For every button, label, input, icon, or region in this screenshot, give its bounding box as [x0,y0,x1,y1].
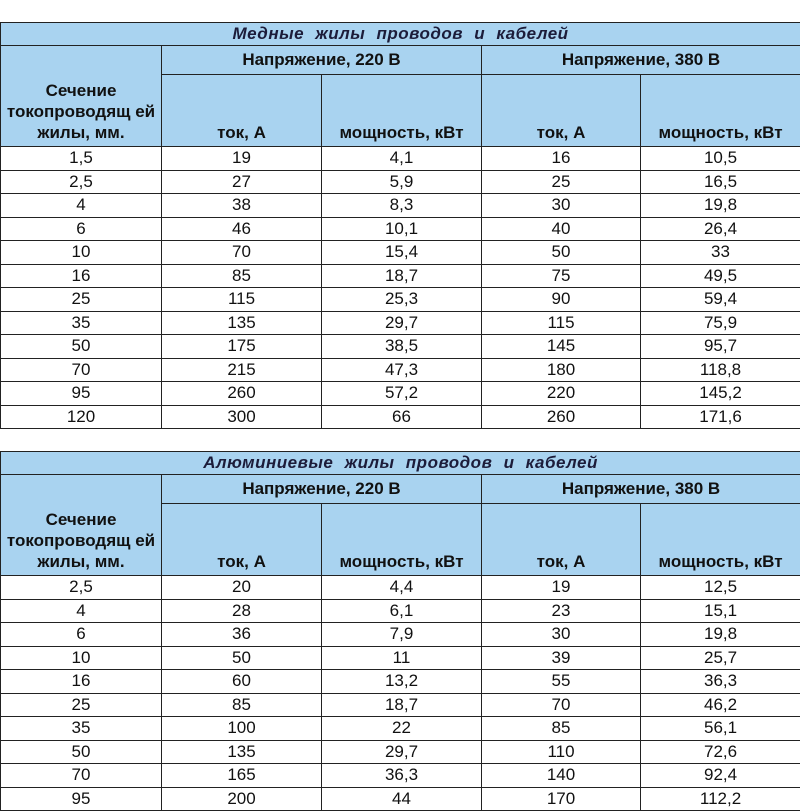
power-380-cell: 145,2 [641,382,800,406]
power-220-cell: 22 [322,717,482,741]
table-row [1,646,800,670]
power-220-cell: 38,5 [322,335,482,359]
table-title: Медные жилы проводов и кабелей [1,23,800,46]
table-row [1,288,800,312]
table-row [1,358,800,382]
current-380-cell: 260 [482,405,641,429]
table-row [1,670,800,694]
table-row [1,717,800,741]
section-cell: 95 [1,382,162,406]
power-380-cell: 19,8 [641,194,800,218]
copper-cable-table [0,22,800,429]
current-220-cell: 175 [162,335,322,359]
section-cell: 10 [1,646,162,670]
section-header: Сечение токопроводящ ей жилы, мм. [1,46,162,147]
section-cell: 6 [1,217,162,241]
current-380-cell: 30 [482,194,641,218]
power-220-cell: 15,4 [322,241,482,265]
table-row [1,740,800,764]
power-header: мощность, кВт [641,504,800,576]
section-header: Сечение токопроводящ ей жилы, мм. [1,475,162,576]
power-220-cell: 36,3 [322,764,482,788]
current-380-cell: 145 [482,335,641,359]
section-cell: 35 [1,717,162,741]
table-row [1,217,800,241]
current-380-cell: 85 [482,717,641,741]
current-380-cell: 140 [482,764,641,788]
section-cell: 95 [1,787,162,811]
table-row [1,576,800,600]
table-row [1,147,800,171]
voltage-380-header: Напряжение, 380 В [482,475,800,504]
current-220-cell: 85 [162,693,322,717]
current-220-cell: 165 [162,764,322,788]
power-220-cell: 7,9 [322,623,482,647]
power-380-cell: 75,9 [641,311,800,335]
current-380-cell: 39 [482,646,641,670]
table-row [1,170,800,194]
current-220-cell: 38 [162,194,322,218]
power-220-cell: 44 [322,787,482,811]
power-220-cell: 13,2 [322,670,482,694]
current-220-cell: 36 [162,623,322,647]
current-220-cell: 20 [162,576,322,600]
section-cell: 35 [1,311,162,335]
current-380-cell: 50 [482,241,641,265]
current-380-cell: 70 [482,693,641,717]
aluminum-cable-table [0,451,800,811]
power-header: мощность, кВт [322,504,482,576]
current-380-cell: 220 [482,382,641,406]
power-380-cell: 26,4 [641,217,800,241]
power-380-cell: 56,1 [641,717,800,741]
section-cell: 70 [1,358,162,382]
table-row [1,264,800,288]
copper-table-body [1,147,800,429]
power-380-cell: 19,8 [641,623,800,647]
power-220-cell: 47,3 [322,358,482,382]
power-220-cell: 29,7 [322,311,482,335]
power-header: мощность, кВт [322,75,482,147]
power-380-cell: 15,1 [641,599,800,623]
power-380-cell: 59,4 [641,288,800,312]
power-220-cell: 25,3 [322,288,482,312]
power-380-cell: 46,2 [641,693,800,717]
current-header: ток, А [162,75,322,147]
power-380-cell: 95,7 [641,335,800,359]
power-380-cell: 112,2 [641,787,800,811]
section-cell: 4 [1,194,162,218]
current-220-cell: 135 [162,311,322,335]
table-row [1,693,800,717]
table-row [1,311,800,335]
voltage-220-header: Напряжение, 220 В [162,475,482,504]
current-220-cell: 50 [162,646,322,670]
current-220-cell: 215 [162,358,322,382]
current-380-cell: 75 [482,264,641,288]
power-220-cell: 6,1 [322,599,482,623]
table-row [1,335,800,359]
current-220-cell: 135 [162,740,322,764]
power-220-cell: 4,1 [322,147,482,171]
current-220-cell: 85 [162,264,322,288]
power-220-cell: 4,4 [322,576,482,600]
current-380-cell: 25 [482,170,641,194]
power-380-cell: 25,7 [641,646,800,670]
section-cell: 6 [1,623,162,647]
current-header: ток, А [162,504,322,576]
power-220-cell: 18,7 [322,693,482,717]
section-cell: 50 [1,335,162,359]
section-cell: 10 [1,241,162,265]
power-header: мощность, кВт [641,75,800,147]
current-380-cell: 180 [482,358,641,382]
section-cell: 2,5 [1,170,162,194]
power-220-cell: 10,1 [322,217,482,241]
power-220-cell: 29,7 [322,740,482,764]
power-380-cell: 10,5 [641,147,800,171]
table-row [1,194,800,218]
table-row [1,241,800,265]
table-row [1,787,800,811]
current-220-cell: 100 [162,717,322,741]
section-cell: 2,5 [1,576,162,600]
table-row [1,599,800,623]
current-380-cell: 16 [482,147,641,171]
voltage-220-header: Напряжение, 220 В [162,46,482,75]
power-380-cell: 171,6 [641,405,800,429]
power-220-cell: 8,3 [322,194,482,218]
section-cell: 16 [1,264,162,288]
section-cell: 25 [1,288,162,312]
section-cell: 120 [1,405,162,429]
current-header: ток, А [482,504,641,576]
table-row [1,764,800,788]
power-380-cell: 12,5 [641,576,800,600]
table-row [1,405,800,429]
current-220-cell: 19 [162,147,322,171]
power-380-cell: 16,5 [641,170,800,194]
power-220-cell: 18,7 [322,264,482,288]
current-380-cell: 110 [482,740,641,764]
section-cell: 4 [1,599,162,623]
current-220-cell: 27 [162,170,322,194]
current-220-cell: 300 [162,405,322,429]
section-cell: 1,5 [1,147,162,171]
power-380-cell: 118,8 [641,358,800,382]
section-cell: 16 [1,670,162,694]
current-220-cell: 115 [162,288,322,312]
current-220-cell: 60 [162,670,322,694]
current-380-cell: 115 [482,311,641,335]
current-380-cell: 30 [482,623,641,647]
power-220-cell: 66 [322,405,482,429]
power-220-cell: 11 [322,646,482,670]
power-380-cell: 72,6 [641,740,800,764]
power-220-cell: 5,9 [322,170,482,194]
current-220-cell: 46 [162,217,322,241]
table-title: Алюминиевые жилы проводов и кабелей [1,452,800,475]
power-380-cell: 92,4 [641,764,800,788]
section-cell: 25 [1,693,162,717]
power-380-cell: 36,3 [641,670,800,694]
current-380-cell: 23 [482,599,641,623]
current-380-cell: 19 [482,576,641,600]
current-220-cell: 70 [162,241,322,265]
current-220-cell: 200 [162,787,322,811]
power-380-cell: 33 [641,241,800,265]
power-380-cell: 49,5 [641,264,800,288]
current-header: ток, А [482,75,641,147]
table-row [1,382,800,406]
current-220-cell: 28 [162,599,322,623]
power-220-cell: 57,2 [322,382,482,406]
table-row [1,623,800,647]
aluminum-table-body [1,576,800,811]
section-cell: 50 [1,740,162,764]
current-380-cell: 90 [482,288,641,312]
current-220-cell: 260 [162,382,322,406]
current-380-cell: 40 [482,217,641,241]
section-cell: 70 [1,764,162,788]
voltage-380-header: Напряжение, 380 В [482,46,800,75]
current-380-cell: 170 [482,787,641,811]
current-380-cell: 55 [482,670,641,694]
